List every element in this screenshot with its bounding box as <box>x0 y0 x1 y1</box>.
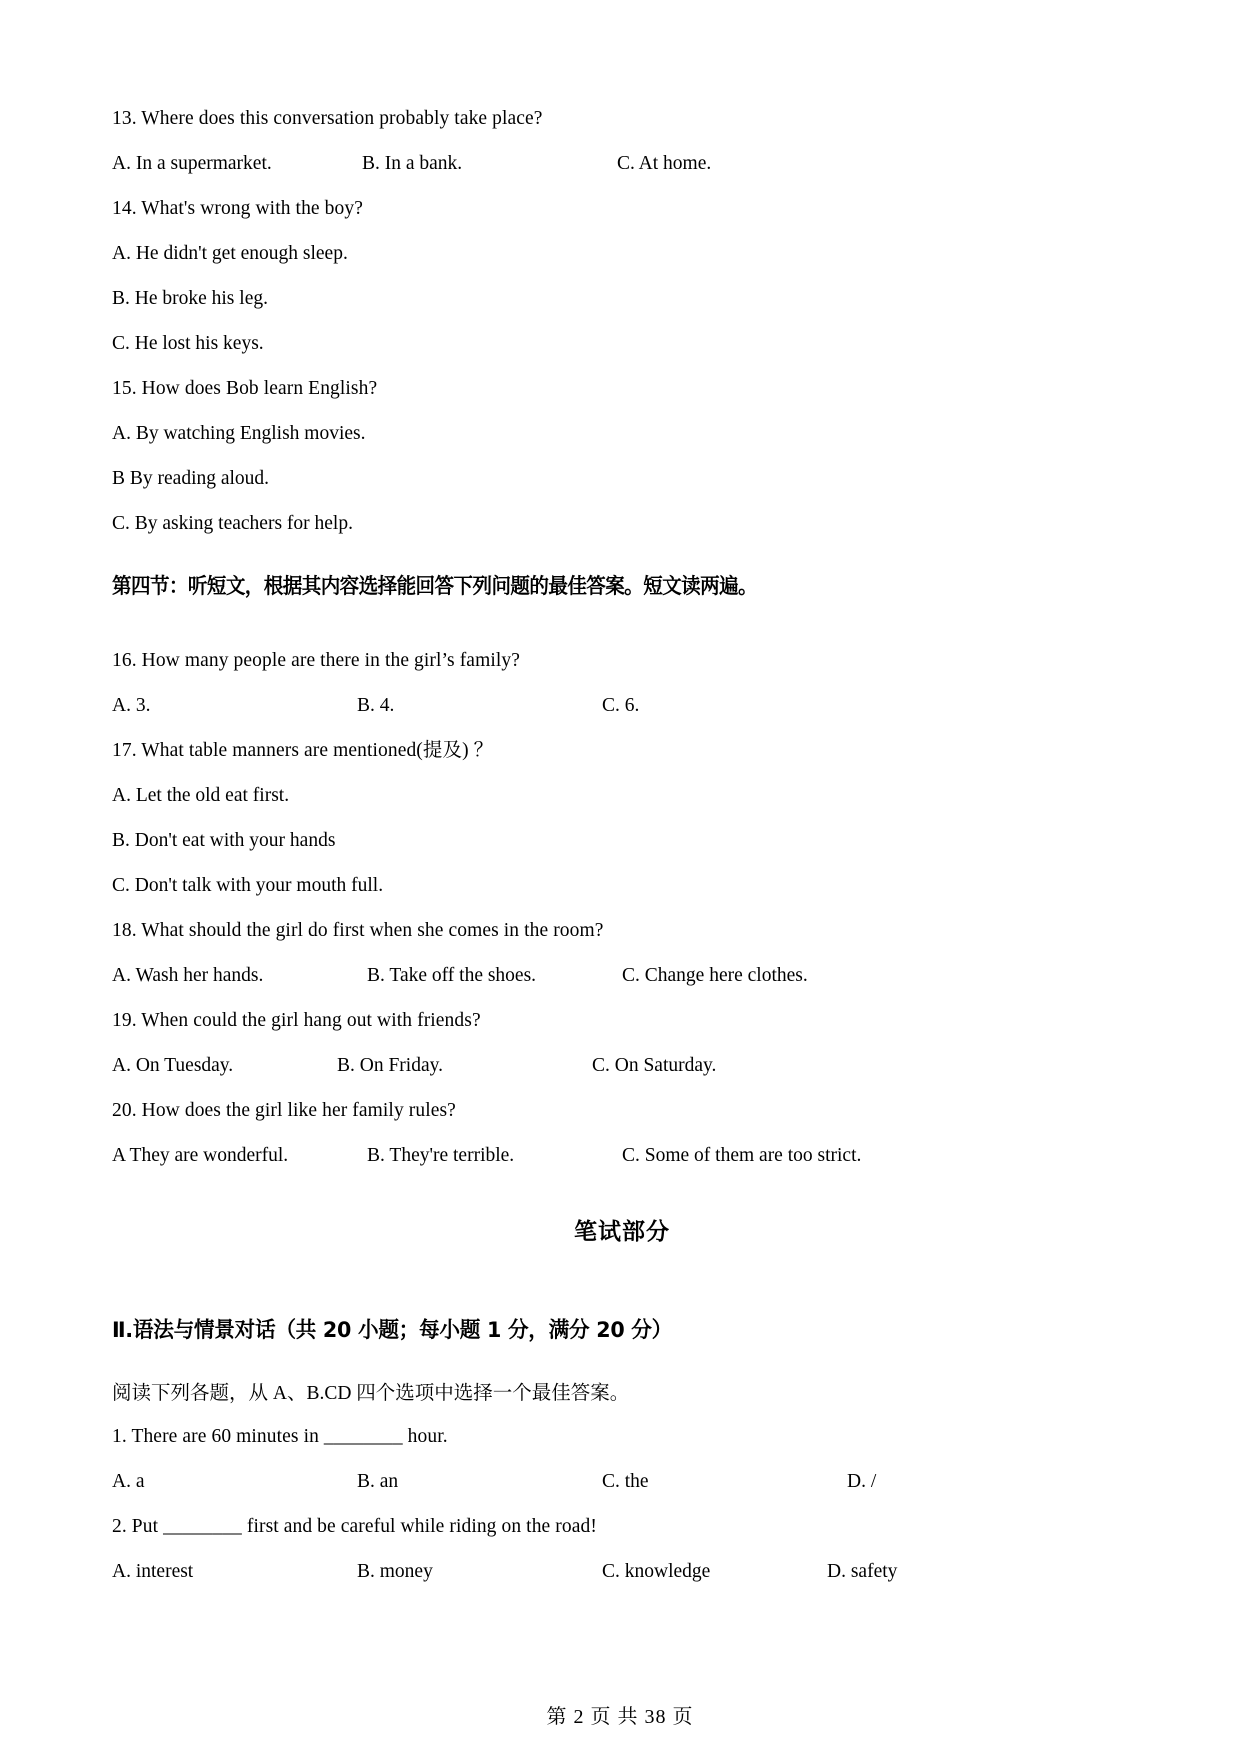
option-18-b[interactable]: B. Take off the shoes. <box>367 964 537 986</box>
option-17-c[interactable]: C. Don't talk with your mouth full. <box>112 874 384 896</box>
question-stem-13: 13. Where does this conversation probably take place? <box>112 107 543 129</box>
spacer <box>112 1354 1132 1368</box>
option-w2-c[interactable]: C. knowledge <box>602 1560 711 1582</box>
section-four-heading: 第四节：听短文，根据其内容选择能回答下列问题的最佳答案。短文读两遍。 <box>112 573 758 598</box>
option-17-b[interactable]: B. Don't eat with your hands <box>112 829 336 851</box>
page-footer: 第 2 页 共 38 页 <box>546 1706 694 1728</box>
written-instruction: 阅读下列各题，从 A、B.CD 四个选项中选择一个最佳答案。 <box>112 1383 630 1404</box>
option-13-a[interactable]: A. In a supermarket. <box>112 152 272 174</box>
option-14-a[interactable]: A. He didn't get enough sleep. <box>112 242 348 264</box>
option-w1-a[interactable]: A. a <box>112 1470 145 1492</box>
option-w1-b[interactable]: B. an <box>357 1470 399 1492</box>
section-two-heading: Ⅱ.语法与情景对话（共 20 小题；每小题 1 分，满分 20 分） <box>112 1317 673 1343</box>
question-stem-w1: 1. There are 60 minutes in ________ hour. <box>112 1425 448 1447</box>
option-w2-a[interactable]: A. interest <box>112 1560 194 1582</box>
option-14-c[interactable]: C. He lost his keys. <box>112 332 264 354</box>
option-16-c[interactable]: C. 6. <box>602 694 640 716</box>
question-stem-16: 16. How many people are there in the girl’s family? <box>112 649 520 671</box>
option-15-b[interactable]: B By reading aloud. <box>112 467 270 489</box>
option-w1-c[interactable]: C. the <box>602 1470 649 1492</box>
spacer <box>112 546 1132 560</box>
option-18-c[interactable]: C. Change here clothes. <box>622 964 808 986</box>
option-13-b[interactable]: B. In a bank. <box>362 152 463 174</box>
spacer <box>112 612 1132 638</box>
option-16-a[interactable]: A. 3. <box>112 694 151 716</box>
option-13-c[interactable]: C. At home. <box>617 152 712 174</box>
option-15-c[interactable]: C. By asking teachers for help. <box>112 512 353 534</box>
option-14-b[interactable]: B. He broke his leg. <box>112 287 268 309</box>
question-stem-17: 17. What table manners are mentioned(提及) ？ <box>112 739 494 761</box>
option-w2-d[interactable]: D. safety <box>827 1560 898 1582</box>
question-stem-20: 20. How does the girl like her family rules? <box>112 1099 456 1121</box>
option-row-16 <box>112 683 1132 728</box>
option-19-b[interactable]: B. On Friday. <box>337 1054 443 1076</box>
written-part-banner: 笔试部分 <box>574 1219 670 1245</box>
question-stem-w2: 2. Put ________ first and be careful while riding on the road! <box>112 1515 597 1537</box>
option-20-b[interactable]: B. They're terrible. <box>367 1144 515 1166</box>
spacer <box>112 1260 1132 1302</box>
option-15-a[interactable]: A. By watching English movies. <box>112 422 366 444</box>
question-stem-19: 19. When could the girl hang out with friends? <box>112 1009 481 1031</box>
option-19-c[interactable]: C. On Saturday. <box>592 1054 717 1076</box>
spacer <box>112 1178 1132 1204</box>
option-row-19 <box>112 1043 1132 1088</box>
option-row-w1 <box>112 1459 1132 1504</box>
option-row-w2 <box>112 1549 1132 1594</box>
option-16-b[interactable]: B. 4. <box>357 694 395 716</box>
option-row-13 <box>112 141 1132 186</box>
option-w1-d[interactable]: D. / <box>847 1470 877 1492</box>
option-18-a[interactable]: A. Wash her hands. <box>112 964 264 986</box>
question-stem-14: 14. What's wrong with the boy? <box>112 197 363 219</box>
option-row-18 <box>112 953 1132 998</box>
question-stem-15: 15. How does Bob learn English? <box>112 377 378 399</box>
option-w2-b[interactable]: B. money <box>357 1560 433 1582</box>
option-20-a[interactable]: A They are wonderful. <box>112 1144 289 1166</box>
option-17-a[interactable]: A. Let the old eat first. <box>112 784 290 806</box>
option-19-a[interactable]: A. On Tuesday. <box>112 1054 234 1076</box>
option-row-20 <box>112 1133 1132 1178</box>
question-stem-18: 18. What should the girl do first when she comes in the room? <box>112 919 604 941</box>
page-content <box>112 96 1132 1594</box>
option-20-c[interactable]: C. Some of them are too strict. <box>622 1144 862 1166</box>
